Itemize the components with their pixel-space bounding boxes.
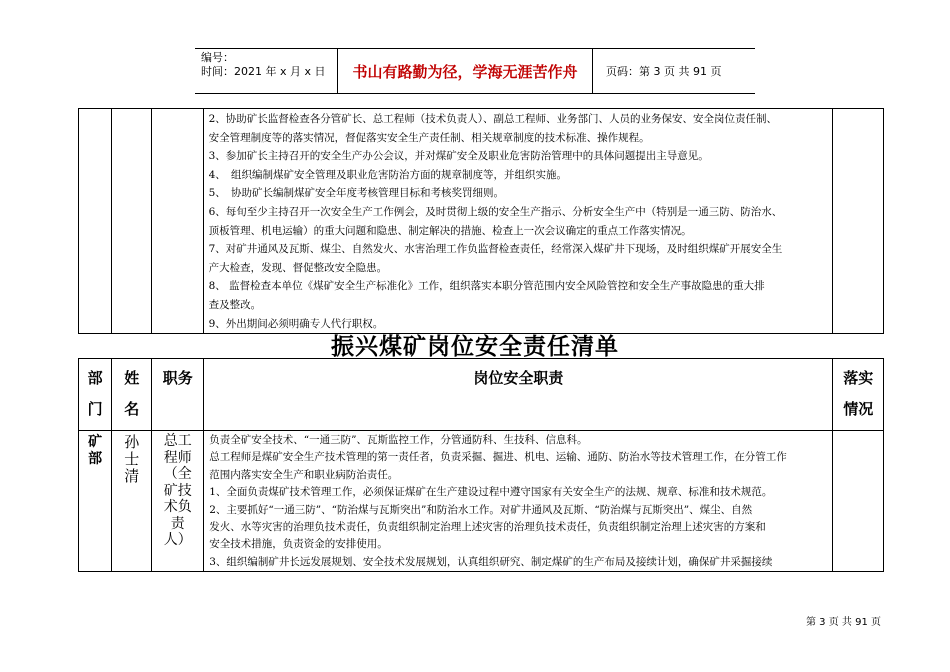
number-label: 编号：	[201, 51, 234, 64]
position-line: 总工	[163, 433, 192, 449]
duty-line: 范围内落实安全生产和职业病防治责任。	[209, 468, 399, 481]
header-impl-line: 情况	[843, 400, 874, 418]
header-page-label: 页码：第 3 页 共 91 页	[606, 65, 722, 78]
header-position	[152, 359, 204, 431]
cell-position	[152, 431, 204, 572]
duty-line: 2、主要抓好“一通三防”、“防治煤与瓦斯突出”和防治水工作。对矿井通风及瓦斯、“防治煤与瓦斯突出”、煤尘、自然	[209, 503, 753, 516]
position-line: 人）	[163, 532, 192, 548]
duties-cell	[203, 109, 833, 334]
time-label: 时间：2021 年 x 月 x 日	[201, 65, 326, 78]
header-meta	[195, 49, 338, 93]
duty-line: 7、对矿井通风及瓦斯、煤尘、自然发火、水害治理工作负监督检查责任，经常深入煤矿井下现场，及时组织煤矿开展安全生	[208, 243, 783, 256]
name-char: 清	[124, 467, 140, 485]
position-line: 术负	[163, 499, 192, 515]
cell-duties	[204, 431, 833, 572]
duty-line: 9、外出期间必须明确专人代行职权。	[208, 317, 384, 330]
duty-line: 安全技术措施，负责资金的安排使用。	[209, 538, 388, 551]
duty-line: 安全管理制度等的落实情况，督促落实安全生产责任制、相关规章制度的技术标准、操作规程。	[208, 131, 650, 144]
cell-impl	[833, 431, 884, 572]
dept-char: 矿	[88, 434, 103, 450]
empty-dept-cell	[79, 109, 112, 334]
duty-line: 产大检查，发现、督促整改安全隐患。	[208, 261, 388, 274]
header-duties	[204, 359, 833, 431]
duty-line: 6、每旬至少主持召开一次安全生产工作例会，及时贯彻上级的安全生产指示、分析安全生产中（特别是一通三防、防治水、	[208, 205, 783, 218]
header-position-label: 职务	[162, 369, 193, 387]
document-title: 振兴煤矿岗位安全责任清单	[331, 334, 619, 360]
header-dept-char: 部	[87, 369, 103, 387]
position-text	[152, 431, 203, 549]
footer-page-label: 第 3 页 共 91 页	[806, 617, 881, 628]
dept-char: 部	[88, 451, 103, 467]
header-name	[112, 359, 152, 431]
position-line: 责	[170, 515, 185, 532]
header-name-char: 姓	[124, 369, 140, 387]
page-header	[195, 48, 755, 94]
duty-line: 顶板管理、机电运输）的重大问题和隐患、制定解决的措施、检查上一次会议确定的重点工作落实情况。	[208, 224, 692, 237]
name-char: 孙	[124, 433, 140, 451]
duty-line: 查及整改。	[208, 298, 262, 311]
cell-name	[112, 431, 152, 572]
duty-line: 5、 协助矿长编制煤矿安全年度考核管理目标和考核奖罚细则。	[208, 187, 505, 200]
responsibility-table	[78, 358, 884, 572]
duty-line: 8、 监督检查本单位《煤矿安全生产标准化》工作，组织落实本职分管范围内安全风险管控和安全生产事故隐患的重大排	[208, 280, 765, 293]
row-duties-text	[204, 431, 832, 571]
header-impl	[833, 359, 884, 431]
empty-position-cell	[152, 109, 204, 334]
header-motto: 书山有路勤为径，学海无涯苦作舟	[338, 49, 593, 93]
duty-line: 3、参加矿长主持召开的安全生产办公会议，并对煤矿安全及职业危害防治管理中的具体问题提出主导意见。	[208, 150, 709, 163]
position-line: 矿技	[163, 482, 192, 499]
duty-line: 1、全面负责煤矿技术管理工作，必须保证煤矿在生产建设过程中遵守国家有关安全生产的法规、规章、标准和技术规范。	[209, 486, 773, 499]
header-dept	[79, 359, 112, 431]
duty-line: 3、组织编制矿井长远发展规划、安全技术发展规划，认真组织研究、制定煤矿的生产布局及接续计划，确保矿井采掘接续	[209, 555, 773, 568]
table-header-row	[79, 359, 884, 431]
previous-duties-table	[78, 108, 884, 334]
duty-line: 总工程师是煤矿安全生产技术管理的第一责任者，负责采掘、掘进、机电、运输、通防、防治水等技术管理工作，在分管工作	[209, 451, 787, 464]
header-name-char: 名	[124, 400, 140, 418]
header-dept-char: 门	[87, 400, 103, 418]
duty-line: 发火、水等灾害的治理负技术责任，负责组织制定治理上述灾害的治理负技术责任，负责组织制定治理上述灾害的方案和	[209, 521, 766, 534]
table-row	[79, 431, 884, 572]
position-line: 程师	[163, 449, 192, 466]
duties-text	[204, 109, 833, 333]
duty-line: 负责全矿安全技术、“一通三防”、瓦斯监控工作，分管通防科、生技科、信息科。	[209, 434, 588, 446]
duty-line: 4、 组织编制煤矿安全管理及职业危害防治方面的规章制度等，并组织实施。	[208, 168, 568, 181]
header-impl-line: 落实	[843, 369, 874, 387]
empty-name-cell	[112, 109, 152, 334]
duty-line: 2、协助矿长监督检查各分管矿长、总工程师（技术负责人）、副总工程师、业务部门、人员的业务保安、安全岗位责任制、	[208, 113, 778, 125]
header-duties-label: 岗位安全职责	[473, 369, 564, 387]
name-char: 士	[124, 450, 140, 468]
cell-dept	[79, 431, 112, 572]
empty-impl-cell	[833, 109, 884, 334]
position-line: （全	[163, 466, 192, 482]
